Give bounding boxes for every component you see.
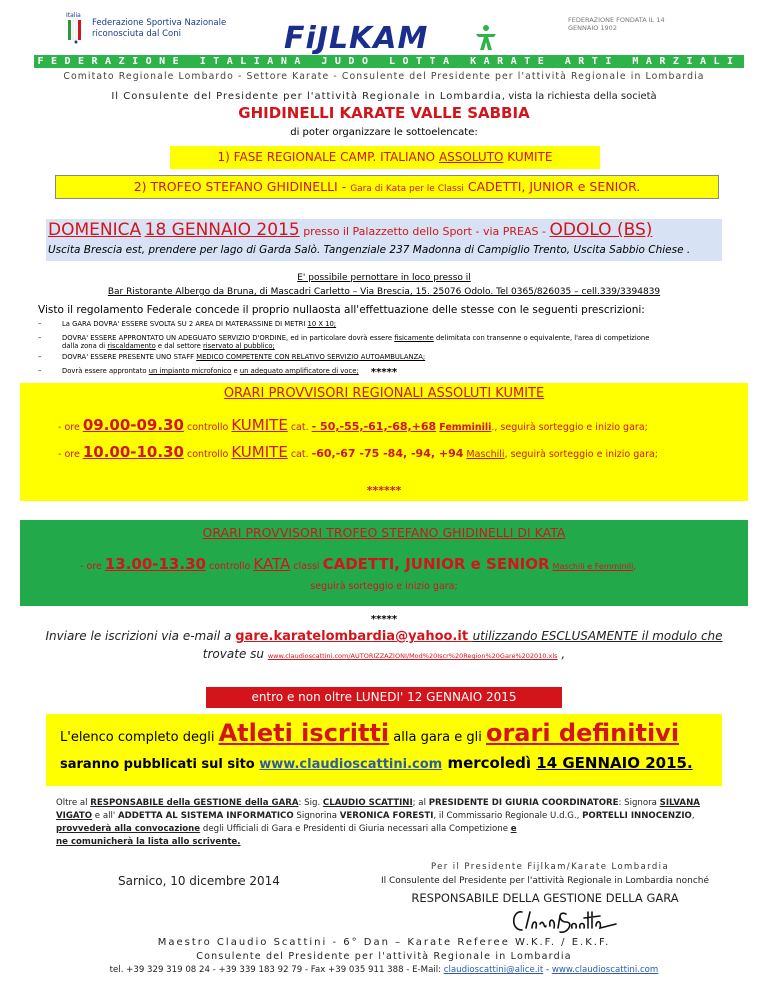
- row-time: 09.00-09.30: [82, 416, 184, 434]
- separator-stars: ******: [366, 484, 402, 497]
- r3-under: MEDICO COMPETENTE CON RELATIVO SERVIZIO AUTOAMBULANZA;: [196, 353, 426, 361]
- list-dash: –: [38, 320, 42, 328]
- trovate-text: trovate su: [202, 647, 268, 661]
- row-tail: ,: [633, 561, 637, 572]
- r4-u1: un impianto microfonico: [148, 367, 232, 375]
- comitato-line: Comitato Regionale Lombardo - Settore Karate - Consulente del Presidente per l'attività Regionale in Lombardia: [63, 71, 705, 82]
- registration-form-line: [20, 647, 748, 661]
- deadline-text: entro e non oltre LUNEDI' 12 GENNAIO 2015: [251, 690, 517, 704]
- staff-t7: , il Commissario Regionale U.d.G.,: [433, 811, 583, 821]
- row-controllo: controllo: [183, 422, 232, 433]
- event2-pre: 2) TROFEO STEFANO GHIDINELLI -: [133, 179, 351, 194]
- federation-band-text: FEDERAZIONE ITALIANA JUDO LOTTA KARATE ARTI MARZIALI: [37, 56, 741, 67]
- row-weights: - 50,-55,-61,-68,+68: [311, 420, 437, 433]
- row-kumite: KUMITE: [231, 443, 288, 461]
- venue-directions: Uscita Brescia est, prendere per lago di Garda Salò. Tangenziale 237 Madonna di Campiglio Trento, Uscita Sabbio Chiese .: [48, 244, 691, 256]
- regulations-intro: Visto il regolamento Federale concede il proprio nullaosta all'effettuazione delle stesse con le seguenti prescrizioni:: [38, 304, 645, 316]
- event1-pre: 1) FASE REGIONALE CAMP. ITALIANO: [217, 150, 439, 164]
- lodging-line2: Bar Ristorante Albergo da Bruna, di Mascadri Carletto – Via Brescia, 15. 25076 Odolo. Tel 0365/826035 – cell.339/3394839: [107, 287, 661, 297]
- staff-veronica: VERONICA FORESTI: [339, 811, 434, 821]
- row-cat: cat.: [287, 449, 312, 460]
- registration-form-link[interactable]: www.claudioscattini.com/AUTORIZZAZIONI/Mod%20Iscr%20Region%20Gare%202010.xls: [267, 652, 558, 660]
- signature-responsabile: RESPONSABILE DELLA GESTIONE DELLA GARA: [411, 891, 679, 905]
- kata-row-line2: seguirà sorteggio e inizio gara;: [310, 581, 458, 592]
- row-controllo: controllo: [183, 449, 232, 460]
- r2c-pre: dalla zona di: [62, 342, 108, 350]
- venue-date-line: [48, 220, 720, 240]
- staff-portelli: PORTELLI INNOCENZIO: [582, 811, 692, 821]
- row-prefix: - ore: [80, 561, 105, 572]
- publish-p4: mercoledì: [442, 754, 537, 772]
- societa-name: GHIDINELLI KARATE VALLE SABBIA: [238, 104, 530, 122]
- footer-email-link[interactable]: claudioscattini@alice.it: [443, 965, 544, 975]
- row-gender: Femminili: [439, 422, 492, 433]
- staff-t9: degli Ufficiali di Gara e Presidenti di Giuria necessari alla Competizione: [200, 824, 511, 834]
- publish-line1: [60, 719, 710, 747]
- coni-line1: Federazione Sportiva Nazionale: [92, 18, 227, 28]
- coni-rings-logo: [66, 16, 86, 44]
- row-classi: classi: [290, 561, 323, 572]
- place-date: Sarnico, 10 dicembre 2014: [118, 874, 280, 888]
- kumite-row-male: [58, 443, 748, 461]
- staff-t6: Signorina: [293, 811, 340, 821]
- event2-title: [55, 175, 719, 199]
- organizzare-line: di poter organizzare le sottoelencate:: [290, 127, 478, 138]
- coni-italia-label: Italia: [66, 12, 81, 19]
- r1-under: 10 X 10;: [307, 320, 337, 328]
- r2-under: fisicamente: [394, 334, 434, 342]
- coni-line2: riconosciuta dal Coni: [92, 29, 181, 39]
- row-kumite: KUMITE: [231, 416, 288, 434]
- staff-presidente: PRESIDENTE DI GIURIA COORDINATORE: [428, 798, 619, 808]
- row-tail: , seguirà sorteggio e inizio gara;: [504, 449, 659, 460]
- row-classes: CADETTI, JUNIOR e SENIOR: [322, 555, 550, 573]
- registration-line: [20, 629, 748, 644]
- kata-row: [80, 555, 740, 573]
- federation-founded-label: FEDERAZIONE FONDATA IL 14 GENNAIO 1902: [568, 16, 665, 32]
- row-prefix: - ore: [58, 449, 83, 460]
- event1-title: [170, 146, 600, 169]
- kata-title: ORARI PROVVISORI TROFEO STEFANO GHIDINELLI DI KATA: [202, 525, 566, 540]
- r2c-u2: riservato al pubblico;: [202, 342, 275, 350]
- lodging-line1: E' possibile pernottare in loco presso il: [297, 273, 471, 283]
- footer-maestro: Maestro Claudio Scattini - 6° Dan – Karate Referee W.K.F. / E.K.F.: [157, 937, 611, 948]
- r4-u2: un adeguato amplificatore di voce;: [239, 367, 359, 375]
- event2-post: CADETTI, JUNIOR e SENIOR.: [463, 179, 641, 194]
- r4-pre: Dovrà essere approntato: [62, 367, 149, 375]
- row-kata: KATA: [253, 555, 291, 573]
- row-time: 13.00-13.30: [104, 555, 206, 573]
- r1-pre: La GARA DOVRA' ESSERE SVOLTA SU 2 AREA DI MATERASSINE DI METRI: [62, 320, 308, 328]
- publish-line2: [60, 754, 710, 772]
- publish-p1: L'elenco completo degli: [60, 730, 219, 745]
- link-tail: ,: [557, 647, 566, 661]
- footer-contacts: [8, 965, 760, 975]
- kumite-row-female: [58, 416, 748, 434]
- per-il-presidente: Per il Presidente Fijlkam/Karate Lombardia: [430, 862, 670, 872]
- footer-contacts-pre: tel. +39 329 319 08 24 - +39 339 183 92 79 - Fax +39 035 911 388 - E-Mail:: [109, 965, 444, 975]
- staff-resp: RESPONSABILE della GESTIONE della GARA: [90, 798, 299, 808]
- staff-paragraph: [56, 797, 716, 849]
- signature-consulente: Il Consulente del Presidente per l'attività Regionale in Lombardia nonché: [380, 876, 710, 886]
- separator-stars: *****: [370, 367, 398, 378]
- footer-site-link[interactable]: www.claudioscattini.com: [551, 965, 659, 975]
- row-cat: cat.: [287, 422, 312, 433]
- row-gender: Maschili: [466, 449, 505, 460]
- row-controllo: controllo: [205, 561, 254, 572]
- svg-text:FiJLKAM: FiJLKAM: [284, 21, 429, 54]
- row-tail: ., seguirà sorteggio e inizio gara;: [491, 422, 648, 433]
- staff-e: e: [510, 824, 517, 834]
- footer-consulente: Consulente del Presidente per l'attività Regionale in Lombardia: [196, 951, 572, 962]
- row-gender: Maschili e Femminili: [552, 562, 634, 571]
- footer-sep: -: [543, 965, 552, 975]
- r2c-u1: riscaldamento: [107, 342, 156, 350]
- consulente-line: [20, 91, 748, 102]
- row-time: 10.00-10.30: [82, 443, 184, 461]
- publish-atleti: Atleti iscritti: [218, 719, 390, 747]
- registration-post: utilizzando ESCLUSAMENTE il modulo che: [472, 629, 723, 643]
- staff-silvana: SILVANA VIGATO: [56, 798, 700, 821]
- row-prefix: - ore: [58, 422, 83, 433]
- consulente-tail: , vista la richiesta della società: [501, 91, 657, 102]
- staff-addetta: ADDETTA AL SISTEMA INFORMATICO: [117, 811, 294, 821]
- r4-mid: e: [231, 367, 240, 375]
- separator-stars: *****: [370, 614, 398, 625]
- staff-provvedera: provvederà alla convocazione: [56, 824, 201, 834]
- r3-pre: DOVRA' ESSERE PRESENTE UNO STAFF: [62, 353, 197, 361]
- publish-date: 14 GENNAIO 2015.: [536, 754, 693, 772]
- event2-small: Gara di Kata per le Classi: [350, 184, 464, 194]
- kumite-title: ORARI PROVVISORI REGIONALI ASSOLUTI KUMITE: [223, 386, 545, 401]
- staff-t8: ,: [691, 811, 695, 821]
- event1-under: ASSOLUTO: [438, 150, 504, 164]
- staff-t2: : Sig.: [298, 798, 323, 808]
- venue-date: 18 GENNAIO 2015: [144, 220, 300, 240]
- staff-t4: : Signora: [618, 798, 660, 808]
- venue-place: ODOLO (BS): [549, 220, 653, 240]
- event1-post: KUMITE: [503, 150, 553, 164]
- list-dash: –: [38, 334, 42, 342]
- publish-p2: alla gara e gli: [389, 730, 486, 745]
- registration-pre: Inviare le iscrizioni via e-mail a: [45, 629, 236, 643]
- handwritten-signature: [508, 904, 628, 938]
- list-dash: –: [38, 353, 42, 361]
- registration-email-link[interactable]: gare.karatelombardia@yahoo.it: [235, 629, 473, 644]
- venue-day: DOMENICA: [48, 220, 142, 240]
- staff-t3: ; al: [412, 798, 429, 808]
- r2c-mid: e dal settore: [155, 342, 203, 350]
- fijlkam-logo: [284, 20, 514, 54]
- staff-comunichera: ne comunicherà la lista allo scrivente.: [56, 837, 241, 847]
- staff-t1: Oltre al: [56, 798, 91, 808]
- r2b: delimitata con transenne o equivalente, l'area di competizione: [433, 334, 650, 342]
- staff-t5: e all': [92, 811, 118, 821]
- publish-orari: orari definitivi: [485, 719, 680, 747]
- consulente-text: Il Consulente del Presidente per l'attività Regionale in Lombardia: [111, 91, 502, 102]
- r2a: DOVRA' ESSERE APPRONTATO UN ADEGUATO SERVIZIO D'ORDINE, ed in particolare dovrà essere: [62, 334, 395, 342]
- staff-claudio: CLAUDIO SCATTINI: [322, 798, 413, 808]
- venue-presso: presso il Palazzetto dello Sport - via PREAS -: [299, 225, 550, 238]
- list-dash: –: [38, 367, 42, 375]
- publish-site-link[interactable]: www.claudioscattini.com: [259, 757, 443, 772]
- row-weights: -60,-67 -75 -84, -94, +94: [311, 447, 464, 460]
- publish-p3: saranno pubblicati sul sito: [60, 757, 260, 772]
